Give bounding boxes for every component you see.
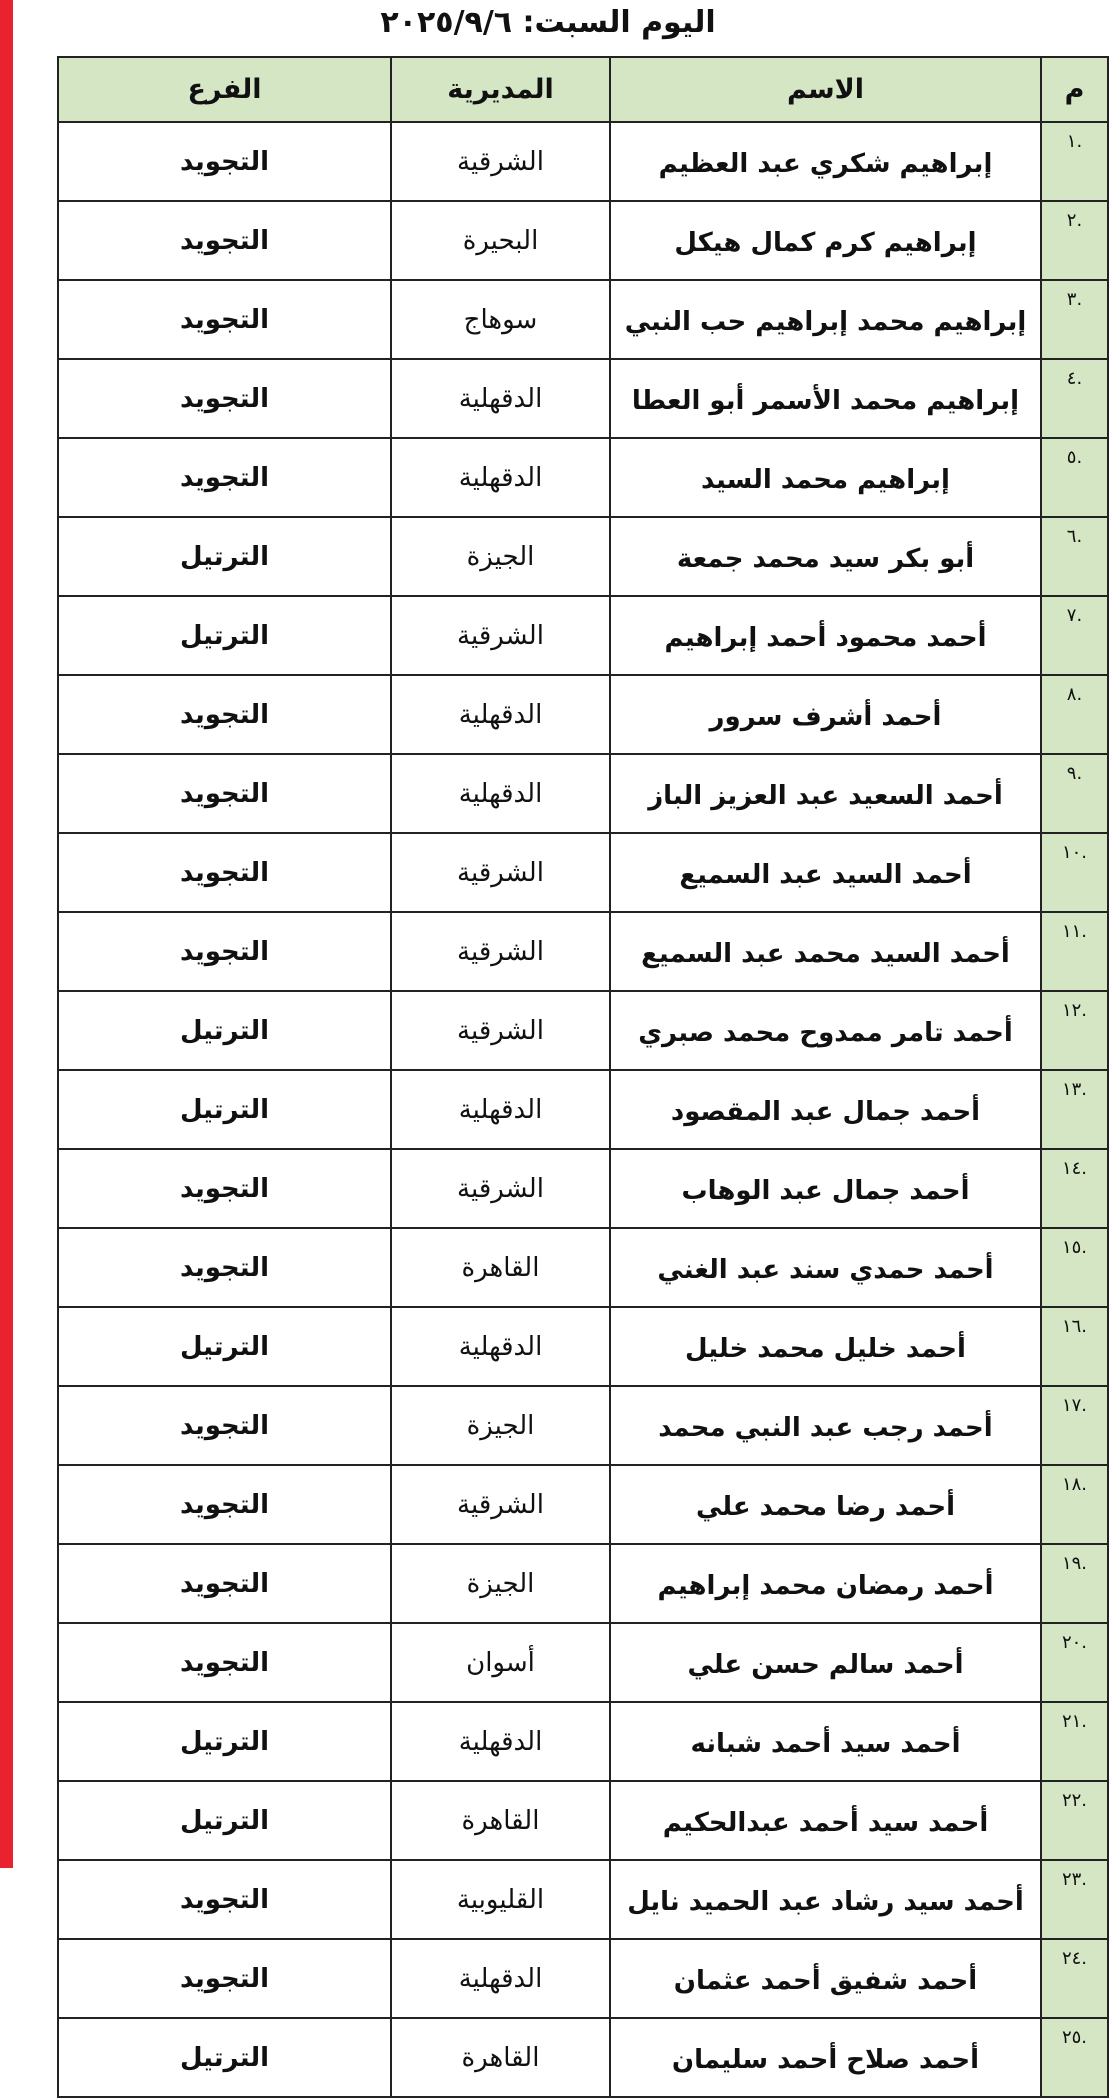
directorate-cell: الجيزة xyxy=(391,1386,610,1465)
directorate-cell: الدقهلية xyxy=(391,754,610,833)
name-cell: أحمد جمال عبد المقصود xyxy=(610,1070,1041,1149)
branch-cell: التجويد xyxy=(58,833,391,912)
row-number-cell: .١٨ xyxy=(1041,1465,1108,1544)
table-row xyxy=(58,1544,1108,1623)
branch-cell: الترتيل xyxy=(58,2018,391,2097)
row-number-cell: .١٠ xyxy=(1041,833,1108,912)
row-number-cell: .١٧ xyxy=(1041,1386,1108,1465)
directorate-cell: الدقهلية xyxy=(391,438,610,517)
directorate-cell: الشرقية xyxy=(391,1465,610,1544)
name-cell: أحمد رمضان محمد إبراهيم xyxy=(610,1544,1041,1623)
row-number-cell: .١٩ xyxy=(1041,1544,1108,1623)
row-number-cell: .١٤ xyxy=(1041,1149,1108,1228)
column-header-directorate: المديرية xyxy=(391,57,610,122)
table-row xyxy=(58,1702,1108,1781)
name-cell: إبراهيم محمد السيد xyxy=(610,438,1041,517)
table-row xyxy=(58,280,1108,359)
table-row xyxy=(58,1939,1108,2018)
column-header-branch: الفرع xyxy=(58,57,391,122)
branch-cell: التجويد xyxy=(58,754,391,833)
directorate-cell: الدقهلية xyxy=(391,1070,610,1149)
branch-cell: الترتيل xyxy=(58,1781,391,1860)
name-cell: أحمد شفيق أحمد عثمان xyxy=(610,1939,1041,2018)
branch-cell: الترتيل xyxy=(58,1070,391,1149)
row-number-cell: .١١ xyxy=(1041,912,1108,991)
name-cell: أبو بكر سيد محمد جمعة xyxy=(610,517,1041,596)
branch-cell: التجويد xyxy=(58,1465,391,1544)
name-cell: أحمد صلاح أحمد سليمان xyxy=(610,2018,1041,2097)
name-cell: أحمد سيد أحمد شبانه xyxy=(610,1702,1041,1781)
branch-cell: التجويد xyxy=(58,1623,391,1702)
table-row xyxy=(58,675,1108,754)
side-accent-bar xyxy=(0,0,13,1868)
row-number-cell: .٤ xyxy=(1041,359,1108,438)
name-cell: أحمد السيد محمد عبد السميع xyxy=(610,912,1041,991)
directorate-cell: سوهاج xyxy=(391,280,610,359)
branch-cell: التجويد xyxy=(58,201,391,280)
name-cell: إبراهيم شكري عبد العظيم xyxy=(610,122,1041,201)
table-row xyxy=(58,912,1108,991)
directorate-cell: الدقهلية xyxy=(391,359,610,438)
table-row xyxy=(58,1228,1108,1307)
table-row xyxy=(58,991,1108,1070)
directorate-cell: الدقهلية xyxy=(391,675,610,754)
table-row xyxy=(58,359,1108,438)
branch-cell: الترتيل xyxy=(58,991,391,1070)
row-number-cell: .٩ xyxy=(1041,754,1108,833)
row-number-cell: .٨ xyxy=(1041,675,1108,754)
row-number-cell: .٢٣ xyxy=(1041,1860,1108,1939)
table-row xyxy=(58,517,1108,596)
row-number-cell: .٢٠ xyxy=(1041,1623,1108,1702)
branch-cell: التجويد xyxy=(58,1386,391,1465)
directorate-cell: القليوبية xyxy=(391,1860,610,1939)
directorate-cell: الجيزة xyxy=(391,1544,610,1623)
row-number-cell: .٢ xyxy=(1041,201,1108,280)
table-header-row xyxy=(58,57,1108,122)
row-number-cell: .٧ xyxy=(1041,596,1108,675)
row-number-cell: .٣ xyxy=(1041,280,1108,359)
branch-cell: الترتيل xyxy=(58,1307,391,1386)
name-cell: أحمد تامر ممدوح محمد صبري xyxy=(610,991,1041,1070)
directorate-cell: الشرقية xyxy=(391,122,610,201)
row-number-cell: .٢٥ xyxy=(1041,2018,1108,2097)
directorate-cell: الشرقية xyxy=(391,596,610,675)
table-row xyxy=(58,1070,1108,1149)
table-row xyxy=(58,2018,1108,2097)
branch-cell: الترتيل xyxy=(58,1702,391,1781)
table-row xyxy=(58,438,1108,517)
branch-cell: التجويد xyxy=(58,1149,391,1228)
table-row xyxy=(58,1149,1108,1228)
name-cell: أحمد رجب عبد النبي محمد xyxy=(610,1386,1041,1465)
row-number-cell: .٢٤ xyxy=(1041,1939,1108,2018)
branch-cell: التجويد xyxy=(58,1228,391,1307)
directorate-cell: الشرقية xyxy=(391,991,610,1070)
branch-cell: التجويد xyxy=(58,912,391,991)
name-cell: أحمد خليل محمد خليل xyxy=(610,1307,1041,1386)
row-number-cell: .٥ xyxy=(1041,438,1108,517)
table-row xyxy=(58,1781,1108,1860)
name-cell: أحمد سالم حسن علي xyxy=(610,1623,1041,1702)
name-cell: أحمد سيد رشاد عبد الحميد نايل xyxy=(610,1860,1041,1939)
row-number-cell: .٦ xyxy=(1041,517,1108,596)
table-row xyxy=(58,1307,1108,1386)
directorate-cell: الدقهلية xyxy=(391,1702,610,1781)
directorate-cell: البحيرة xyxy=(391,201,610,280)
directorate-cell: الشرقية xyxy=(391,912,610,991)
results-table xyxy=(57,56,1109,2098)
branch-cell: التجويد xyxy=(58,438,391,517)
directorate-cell: الجيزة xyxy=(391,517,610,596)
directorate-cell: الشرقية xyxy=(391,833,610,912)
directorate-cell: القاهرة xyxy=(391,1228,610,1307)
directorate-cell: الدقهلية xyxy=(391,1307,610,1386)
name-cell: إبراهيم محمد إبراهيم حب النبي xyxy=(610,280,1041,359)
row-number-cell: .١٣ xyxy=(1041,1070,1108,1149)
directorate-cell: الشرقية xyxy=(391,1149,610,1228)
table-row xyxy=(58,754,1108,833)
row-number-cell: .١ xyxy=(1041,122,1108,201)
name-cell: أحمد السعيد عبد العزيز الباز xyxy=(610,754,1041,833)
column-header-name: الاسم xyxy=(610,57,1041,122)
row-number-cell: .١٥ xyxy=(1041,1228,1108,1307)
branch-cell: الترتيل xyxy=(58,596,391,675)
table-row xyxy=(58,1386,1108,1465)
directorate-cell: أسوان xyxy=(391,1623,610,1702)
column-header-number: م xyxy=(1041,57,1108,122)
row-number-cell: .١٦ xyxy=(1041,1307,1108,1386)
name-cell: أحمد رضا محمد علي xyxy=(610,1465,1041,1544)
branch-cell: التجويد xyxy=(58,1860,391,1939)
date-heading: اليوم السبت: ٢٠٢٥/٩/٦ xyxy=(380,5,716,40)
branch-cell: التجويد xyxy=(58,1939,391,2018)
branch-cell: التجويد xyxy=(58,280,391,359)
branch-cell: الترتيل xyxy=(58,517,391,596)
name-cell: أحمد محمود أحمد إبراهيم xyxy=(610,596,1041,675)
directorate-cell: القاهرة xyxy=(391,2018,610,2097)
name-cell: إبراهيم كرم كمال هيكل xyxy=(610,201,1041,280)
table-row xyxy=(58,833,1108,912)
table-row xyxy=(58,201,1108,280)
table-row xyxy=(58,596,1108,675)
row-number-cell: .٢١ xyxy=(1041,1702,1108,1781)
name-cell: أحمد أشرف سرور xyxy=(610,675,1041,754)
name-cell: أحمد جمال عبد الوهاب xyxy=(610,1149,1041,1228)
table-row xyxy=(58,122,1108,201)
name-cell: أحمد سيد أحمد عبدالحكيم xyxy=(610,1781,1041,1860)
row-number-cell: .٢٢ xyxy=(1041,1781,1108,1860)
table-row xyxy=(58,1623,1108,1702)
name-cell: إبراهيم محمد الأسمر أبو العطا xyxy=(610,359,1041,438)
name-cell: أحمد حمدي سند عبد الغني xyxy=(610,1228,1041,1307)
branch-cell: التجويد xyxy=(58,675,391,754)
branch-cell: التجويد xyxy=(58,1544,391,1623)
table-body xyxy=(58,122,1108,2097)
directorate-cell: القاهرة xyxy=(391,1781,610,1860)
results-table-container xyxy=(57,56,1091,2098)
directorate-cell: الدقهلية xyxy=(391,1939,610,2018)
name-cell: أحمد السيد عبد السميع xyxy=(610,833,1041,912)
row-number-cell: .١٢ xyxy=(1041,991,1108,1070)
branch-cell: التجويد xyxy=(58,122,391,201)
table-row xyxy=(58,1860,1108,1939)
branch-cell: التجويد xyxy=(58,359,391,438)
table-row xyxy=(58,1465,1108,1544)
